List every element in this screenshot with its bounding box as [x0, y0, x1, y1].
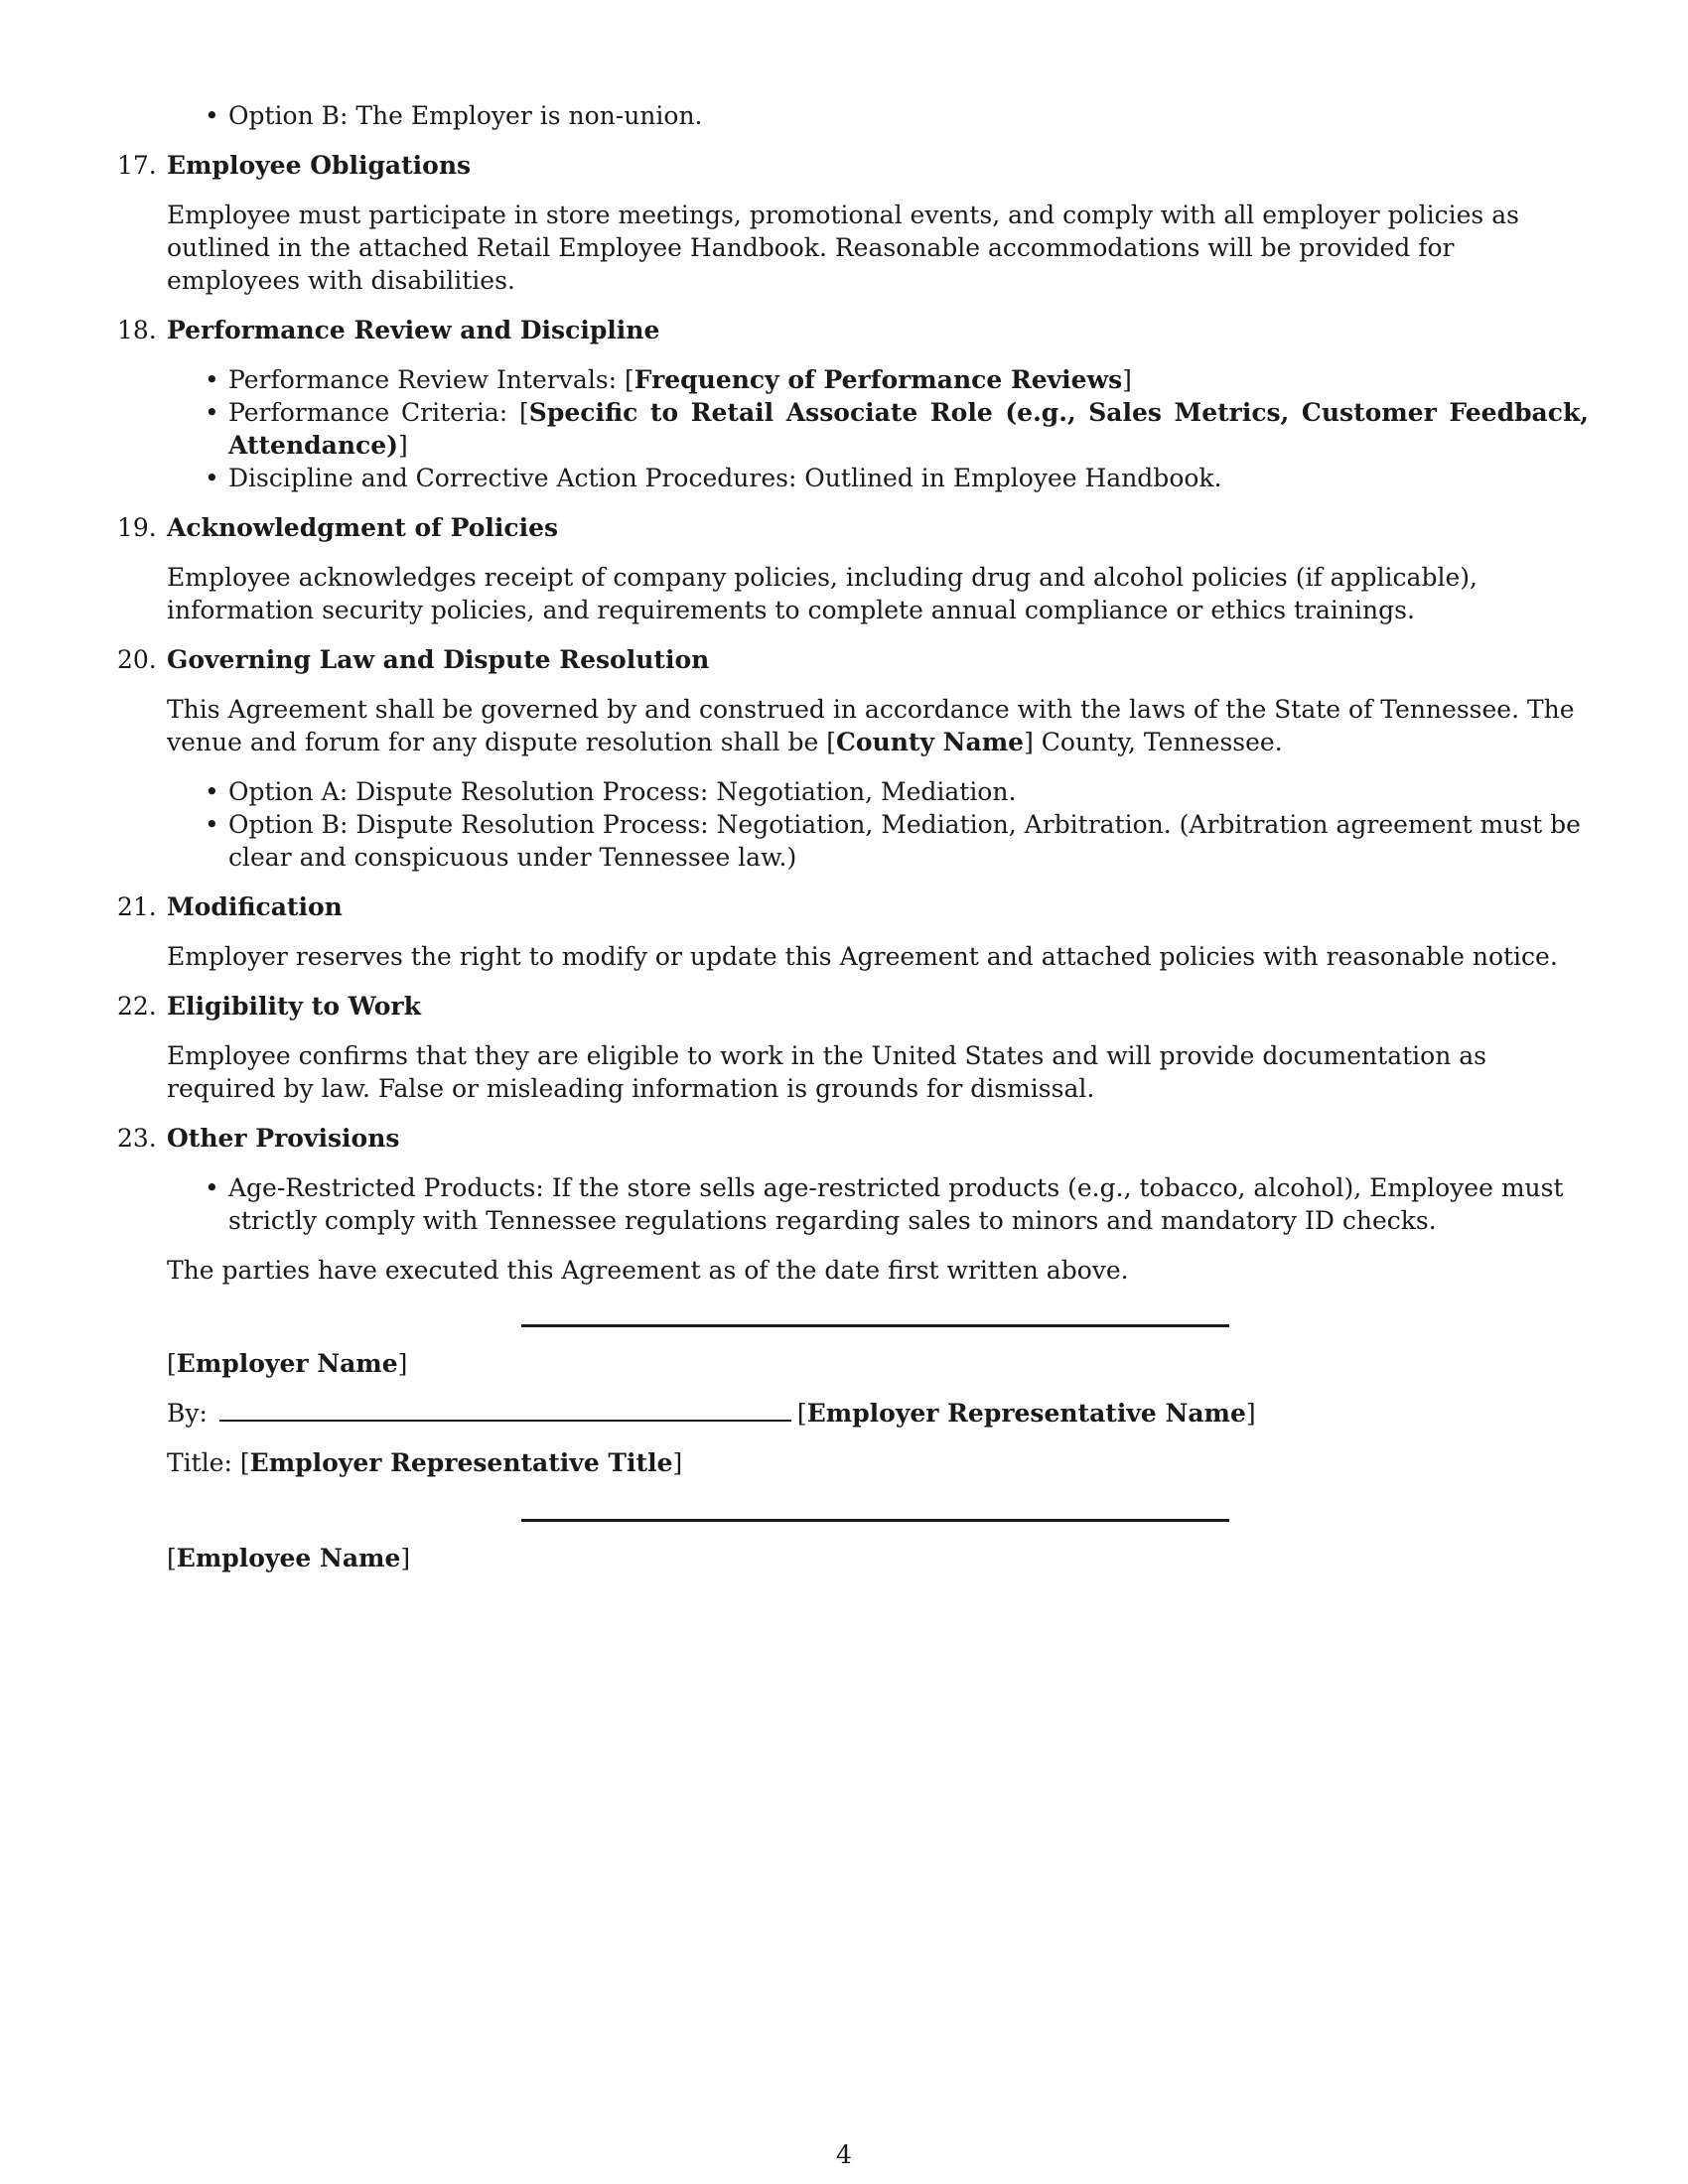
employee-name: [Employee Name]	[167, 1544, 411, 1572]
list-item: • Option A: Dispute Resolution Process: Negotiation, Mediation.	[167, 775, 1589, 808]
page-number: 4	[836, 2140, 852, 2169]
section-body: Employee acknowledges receipt of company policies, including drug and alcohol policies (if applicable), information security policies, and requirements to complete annual compliance or ethics trainings.	[167, 563, 1477, 624]
section-performance-review	[117, 314, 1589, 494]
list-item: • Performance Review Intervals: [Frequency of Performance Reviews]	[167, 363, 1589, 396]
section-heading	[117, 643, 1589, 676]
dispute-options-list	[167, 775, 1589, 874]
placeholder-field: Specific to Retail Associate Role (e.g., Sales Metrics, Customer Feedback, Attendance)	[228, 398, 1589, 460]
placeholder-field: Employee Name	[176, 1544, 401, 1572]
section-title: Eligibility to Work	[167, 992, 421, 1021]
list-item: • Option B: Dispute Resolution Process: Negotiation, Mediation, Arbitration. (Arbitration agreement must be clear and conspicuous under Tennessee law.)	[167, 808, 1589, 874]
list-item: • Age-Restricted Products: If the store sells age-restricted products (e.g., tobacco, alcohol), Employee must strictly comply with Tennessee regulations regarding sales to minors and mandatory ID checks.	[167, 1171, 1589, 1237]
other-provisions-list	[167, 1171, 1589, 1237]
placeholder-field: Frequency of Performance Reviews	[633, 365, 1123, 394]
section-body: Employee confirms that they are eligible to work in the United States and will provide documentation as required by law. False or misleading information is grounds for dismissal.	[167, 1041, 1486, 1103]
section-title: Performance Review and Discipline	[167, 316, 660, 344]
employer-name: [Employer Name]	[167, 1349, 408, 1378]
section-eligibility	[117, 990, 1589, 1105]
section-number: 23.	[117, 1124, 157, 1153]
placeholder-field: Employer Representative Title	[249, 1448, 673, 1477]
section-title: Employee Obligations	[167, 151, 472, 180]
section-body: Employer reserves the right to modify or update this Agreement and attached policies with reasonable notice.	[167, 942, 1558, 971]
section-other-provisions	[117, 1122, 1589, 1237]
section-number: 18.	[117, 316, 157, 344]
employer-signature-line	[521, 1324, 1229, 1327]
section-heading	[117, 1122, 1589, 1155]
by-signature-blank	[219, 1398, 791, 1422]
section-modification	[117, 890, 1589, 973]
list-item: • Discipline and Corrective Action Procedures: Outlined in Employee Handbook.	[167, 462, 1589, 494]
section-heading	[117, 990, 1589, 1023]
list-item: • Option B: The Employer is non-union.	[167, 99, 1589, 132]
section-title: Acknowledgment of Policies	[167, 513, 559, 542]
section-number: 19.	[117, 513, 157, 542]
by-line: By: [Employer Representative Name]	[167, 1399, 1256, 1428]
section-governing-law	[117, 643, 1589, 874]
section-body: Employee must participate in store meetings, promotional events, and comply with all employer policies as outlined in the attached Retail Employee Handbook. Reasonable accommodations will be provided for employees with disabilities.	[167, 201, 1519, 295]
section-title: Governing Law and Dispute Resolution	[167, 645, 710, 674]
placeholder-field: Employer Name	[176, 1349, 398, 1378]
employee-signature-line	[521, 1519, 1229, 1522]
section-body: This Agreement shall be governed by and construed in accordance with the laws of the State of Tennessee. The venue and forum for any dispute resolution shall be [County Name] County, Tennessee.	[167, 695, 1575, 756]
section-number: 17.	[117, 151, 157, 180]
section-number: 21.	[117, 892, 157, 921]
section-heading	[117, 511, 1589, 544]
section-number: 20.	[117, 645, 157, 674]
document-content	[117, 99, 1589, 1574]
closing-statement: The parties have executed this Agreement as of the date first written above.	[167, 1256, 1129, 1285]
placeholder-field: County Name	[835, 728, 1025, 756]
performance-list	[167, 363, 1589, 494]
list-item: • Performance Criteria: [Specific to Retail Associate Role (e.g., Sales Metrics, Customer Feedback, Attendance)]	[167, 396, 1589, 462]
section-employee-obligations	[117, 149, 1589, 297]
union-options-list	[167, 99, 1589, 132]
section-heading	[117, 149, 1589, 182]
section-title: Modification	[167, 892, 343, 921]
section-title: Other Provisions	[167, 1124, 400, 1153]
placeholder-field: Employer Representative Name	[806, 1399, 1246, 1428]
section-number: 22.	[117, 992, 157, 1021]
section-acknowledgment	[117, 511, 1589, 626]
section-heading	[117, 314, 1589, 346]
title-line: Title: [Employer Representative Title]	[167, 1448, 683, 1477]
section-heading	[117, 890, 1589, 923]
